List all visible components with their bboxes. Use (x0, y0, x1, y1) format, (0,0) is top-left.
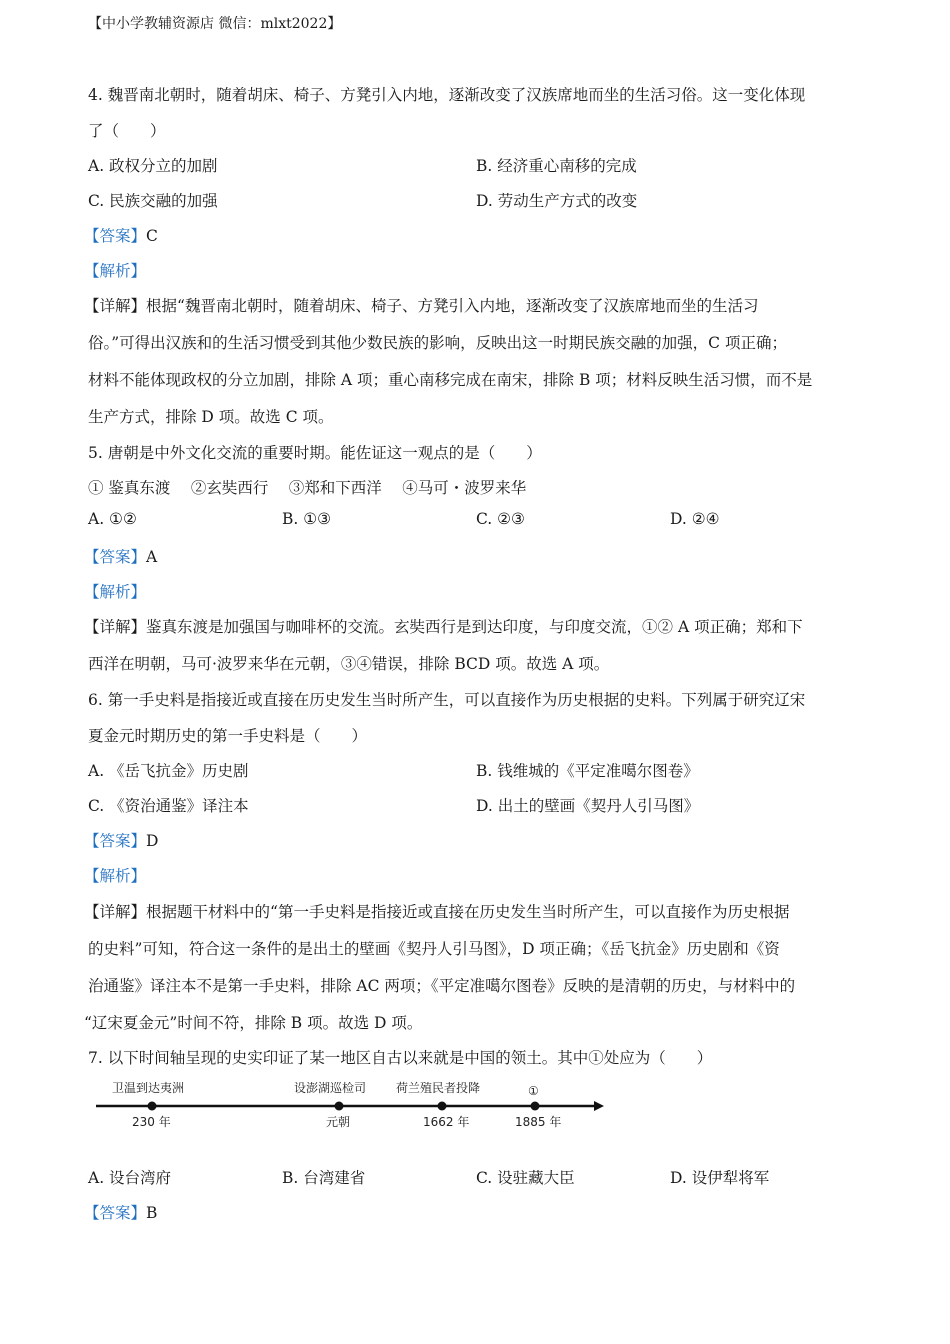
detail-tag: 【详解】 (84, 297, 147, 315)
q6-option-a: A. 《岳飞抗金》历史剧 (88, 762, 249, 780)
q6-option-d: D. 出土的壁画《契丹人引马图》 (476, 797, 700, 815)
q5-stem: 5. 唐朝是中外文化交流的重要时期。能佐证这一观点的是（ ） (88, 444, 542, 462)
q4-stem-line2: 了（ ） (88, 122, 166, 140)
q7-stem: 7. 以下时间轴呈现的史实印证了某一地区自古以来就是中国的领土。其中①处应为（ ） (88, 1049, 713, 1067)
timeline-event-label: 设澎湖巡检司 (294, 1081, 367, 1095)
q6-detail-line2: 的史料”可知，符合这一条件的是出土的壁画《契丹人引马图》，D 项正确；《岳飞抗金》历史剧和《资 (88, 940, 780, 958)
q5-analysis-tag: 【解析】 (84, 583, 147, 601)
timeline-event-label: ① (528, 1084, 539, 1098)
answer-value: D (146, 832, 159, 850)
q5-items: ① 鉴真东渡 ②玄奘西行 ③郑和下西洋 ④马可・波罗来华 (88, 479, 527, 497)
answer-tag: 【答案】 (84, 548, 147, 566)
q7-option-a: A. 设台湾府 (88, 1169, 172, 1187)
q4-option-a: A. 政权分立的加剧 (88, 157, 218, 175)
detail-tag: 【详解】 (84, 618, 147, 636)
answer-tag: 【答案】 (84, 832, 147, 850)
q6-detail-line3: 治通鉴》译注本不是第一手史料，排除 AC 两项；《平定准噶尔图卷》反映的是清朝的历史，与材料中的 (88, 977, 796, 995)
q6-analysis-tag: 【解析】 (84, 867, 147, 885)
q6-detail-line1 (84, 900, 789, 922)
timeline-figure (92, 1076, 612, 1136)
q6-option-b: B. 钱维城的《平定准噶尔图卷》 (476, 762, 699, 780)
timeline-event-label: 卫温到达夷洲 (112, 1081, 185, 1095)
q6-stem-line2: 夏金元时期历史的第一手史料是（ ） (88, 727, 368, 745)
answer-tag: 【答案】 (84, 227, 147, 245)
detail-tag: 【详解】 (84, 903, 147, 921)
q4-option-c: C. 民族交融的加强 (88, 192, 218, 210)
answer-value: C (146, 227, 158, 245)
timeline-date-label: 230 年 (132, 1115, 171, 1129)
q4-option-b: B. 经济重心南移的完成 (476, 157, 637, 175)
q4-analysis-tag: 【解析】 (84, 262, 147, 280)
q5-option-d: D. ②④ (670, 510, 720, 528)
q7-option-c: C. 设驻藏大臣 (476, 1169, 575, 1187)
answer-value: A (146, 548, 158, 566)
q4-detail-line1 (84, 294, 758, 316)
q4-stem-line1: 4. 魏晋南北朝时，随着胡床、椅子、方凳引入内地，逐渐改变了汉族席地而坐的生活习俗。这一变化体现 (88, 86, 806, 104)
timeline-arrow-icon (594, 1101, 604, 1111)
q6-detail-line4: “辽宋夏金元”时间不符，排除 B 项。故选 D 项。 (84, 1014, 423, 1032)
timeline-event-label: 荷兰殖民者投降 (396, 1081, 481, 1095)
q5-detail-line2: 西洋在明朝，马可·波罗来华在元朝，③④错误，排除 BCD 项。故选 A 项。 (88, 655, 610, 673)
detail-text: 根据“魏晋南北朝时，随着胡床、椅子、方凳引入内地，逐渐改变了汉族席地而坐的生活习 (146, 297, 759, 315)
q5-option-c: C. ②③ (476, 510, 525, 528)
q5-option-b: B. ①③ (282, 510, 332, 528)
timeline-node (438, 1102, 447, 1111)
q4-option-d: D. 劳动生产方式的改变 (476, 192, 638, 210)
answer-tag: 【答案】 (84, 1204, 147, 1222)
q4-detail-line4: 生产方式，排除 D 项。故选 C 项。 (88, 408, 334, 426)
page-header: 【中小学教辅资源店 微信：mlxt2022】 (88, 16, 342, 32)
timeline-node (148, 1102, 157, 1111)
q5-answer (84, 545, 157, 567)
q6-option-c: C. 《资治通鉴》译注本 (88, 797, 249, 815)
q4-detail-line3: 材料不能体现政权的分立加剧，排除 A 项；重心南移完成在南宋，排除 B 项；材料反映生活习惯，而不是 (88, 371, 813, 389)
q7-option-b: B. 台湾建省 (282, 1169, 366, 1187)
q5-option-a: A. ①② (88, 510, 137, 528)
timeline-date-label: 1662 年 (423, 1115, 470, 1129)
timeline-date-label: 1885 年 (515, 1115, 562, 1129)
q4-answer (84, 224, 158, 246)
q6-stem-line1: 6. 第一手史料是指接近或直接在历史发生当时所产生，可以直接作为历史根据的史料。下列属于研究辽宋 (88, 691, 806, 709)
q5-detail-line1 (84, 615, 803, 637)
detail-text: 根据题干材料中的“第一手史料是指接近或直接在历史发生当时所产生，可以直接作为历史根据 (146, 903, 790, 921)
q4-detail-line2: 俗。”可得出汉族和的生活习惯受到其他少数民族的影响，反映出这一时期民族交融的加强，C 项正确； (88, 334, 787, 352)
q6-answer (84, 829, 158, 851)
detail-text: 鉴真东渡是加强国与咖啡杯的交流。玄奘西行是到达印度，与印度交流，①② A 项正确；郑和下 (146, 618, 803, 636)
q7-option-d: D. 设伊犁将军 (670, 1169, 770, 1187)
timeline-node (531, 1102, 540, 1111)
answer-value: B (146, 1204, 158, 1222)
timeline-node (335, 1102, 344, 1111)
q7-answer (84, 1201, 157, 1223)
timeline-date-label: 元朝 (326, 1115, 351, 1129)
